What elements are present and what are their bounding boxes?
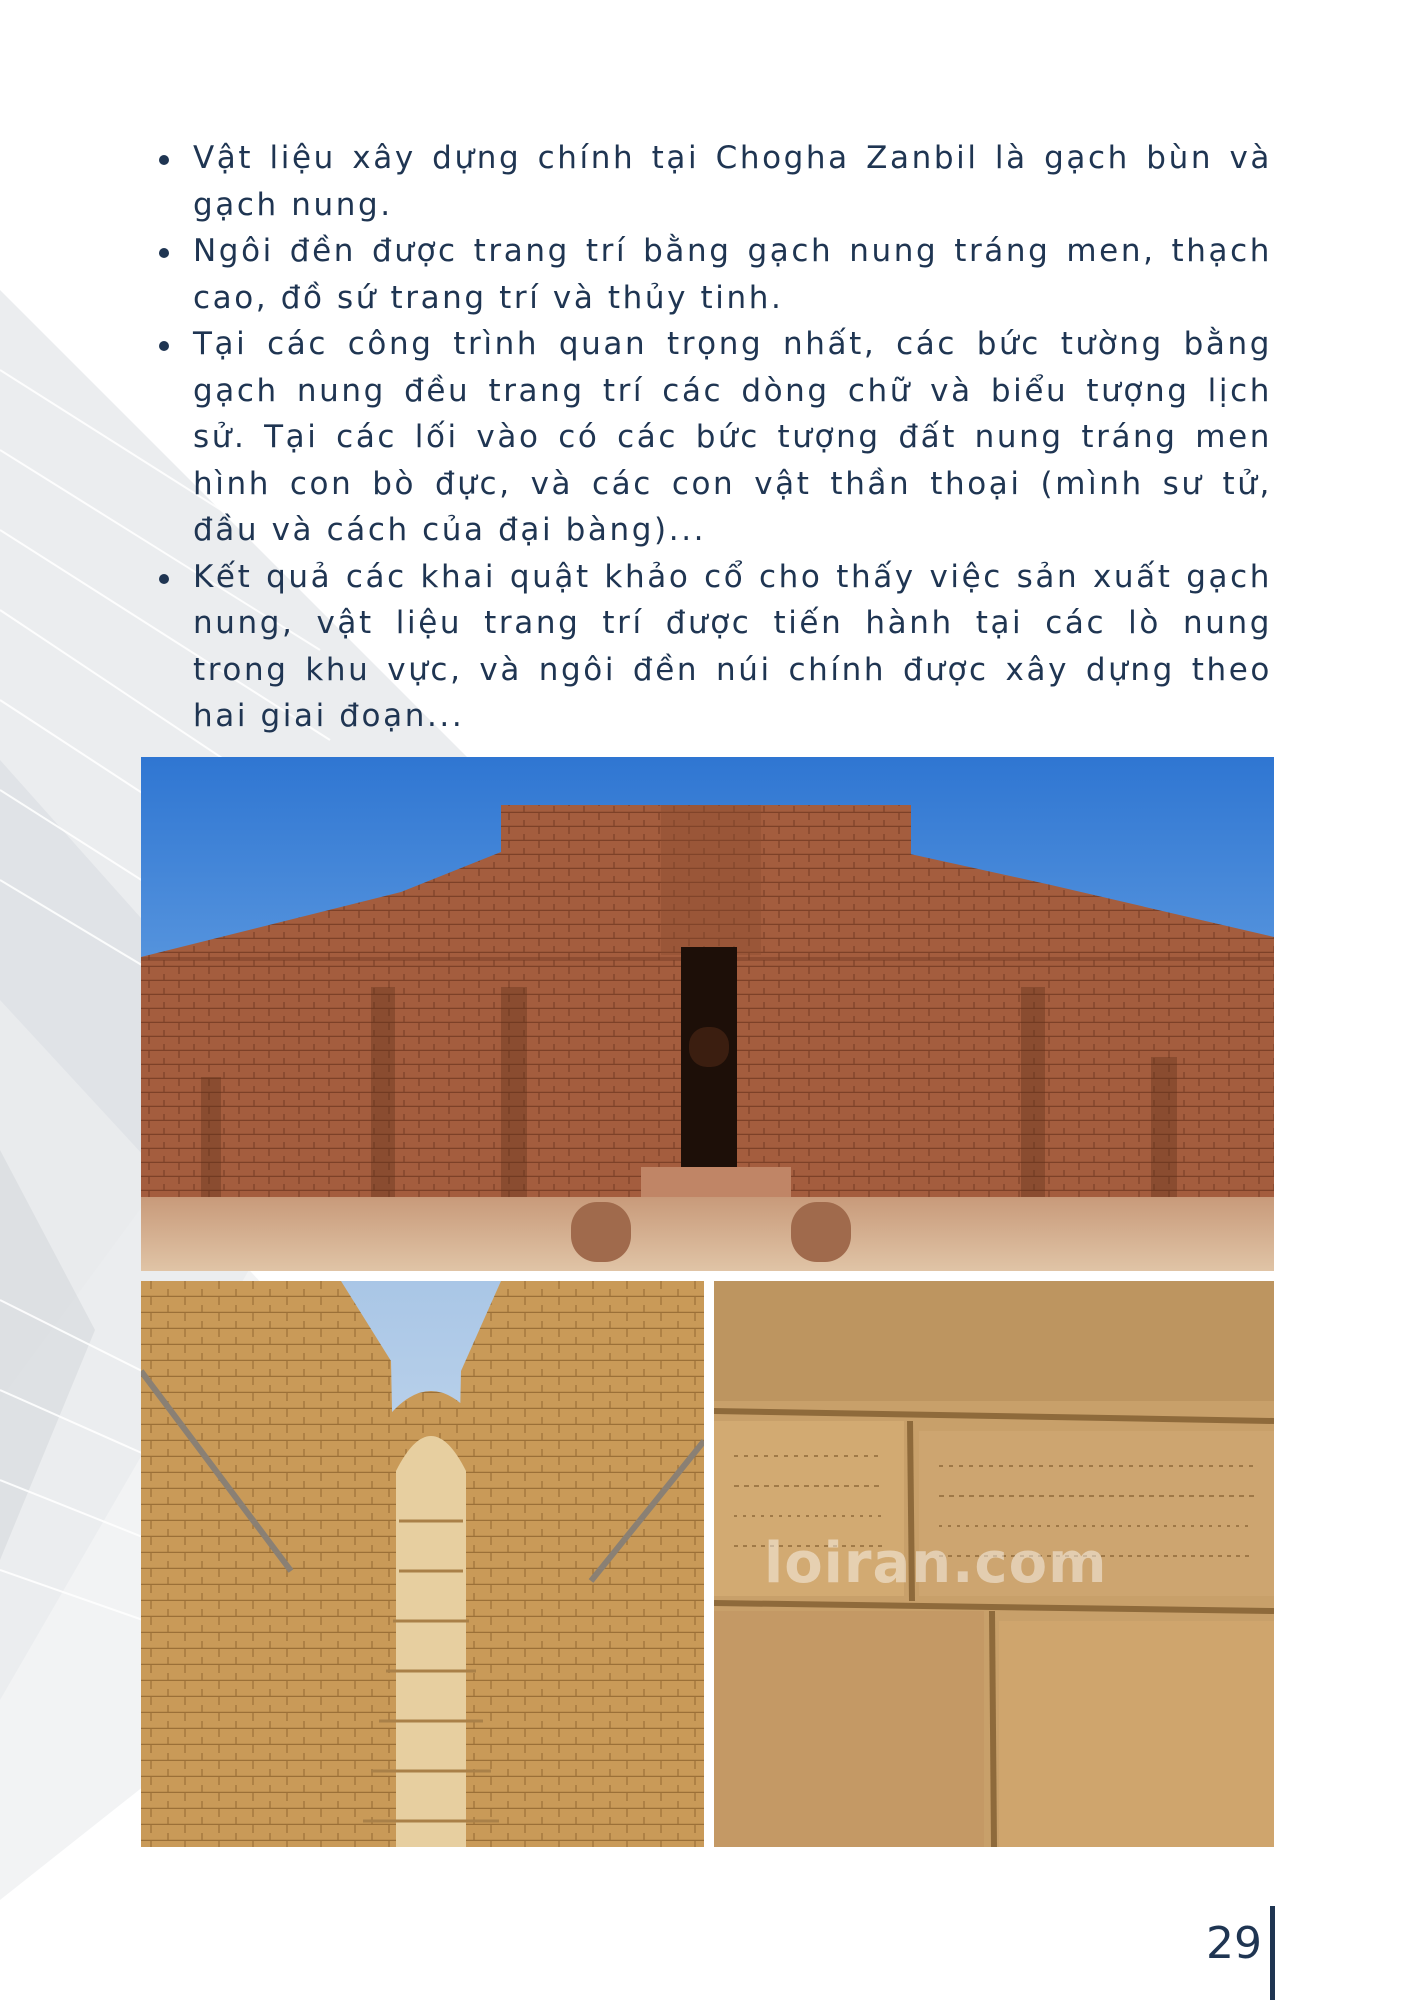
bullet-item-1 [150,135,1272,228]
page-number-bar [1270,1906,1275,2000]
page-number: 29 [1206,1918,1262,1969]
inscription-bricks-photo [714,1281,1274,1847]
bullet-dot [159,341,169,351]
bullet-text: Ngôi đền được trang trí bằng gạch nung tráng men, thạch cao, đồ sứ trang trí và thủy tinh. [193,233,1272,316]
staircase-photo [141,1281,704,1847]
bullet-dot [159,155,169,165]
bullet-dot [159,574,169,584]
bullet-item-2 [150,228,1272,321]
bullet-text: Vật liệu xây dựng chính tại Chogha Zanbil là gạch bùn và gạch nung. [193,140,1272,223]
bullet-text: Tại các công trình quan trọng nhất, các bức tường bằng gạch nung đều trang trí các dòng chữ và biểu tượng lịch sử. Tại các lối vào có các bức tượng đất nung tráng men hình con bò đực, và các con vật thần thoại (mình sư tử, đầu và cách của đại bàng)... [193,326,1272,548]
bullet-item-4 [150,554,1272,740]
bullet-text: Kết quả các khai quật khảo cổ cho thấy việc sản xuất gạch nung, vật liệu trang trí được tiến hành tại các lò nung trong khu vực, và ngôi đền núi chính được xây dựng theo hai giai đoạn... [193,558,1272,734]
bullet-list [150,135,1272,740]
ziggurat-photo [141,757,1274,1271]
bullet-item-3 [150,321,1272,554]
photo-watermark: loiran.com [764,1531,1108,1596]
bullet-dot [159,248,169,258]
